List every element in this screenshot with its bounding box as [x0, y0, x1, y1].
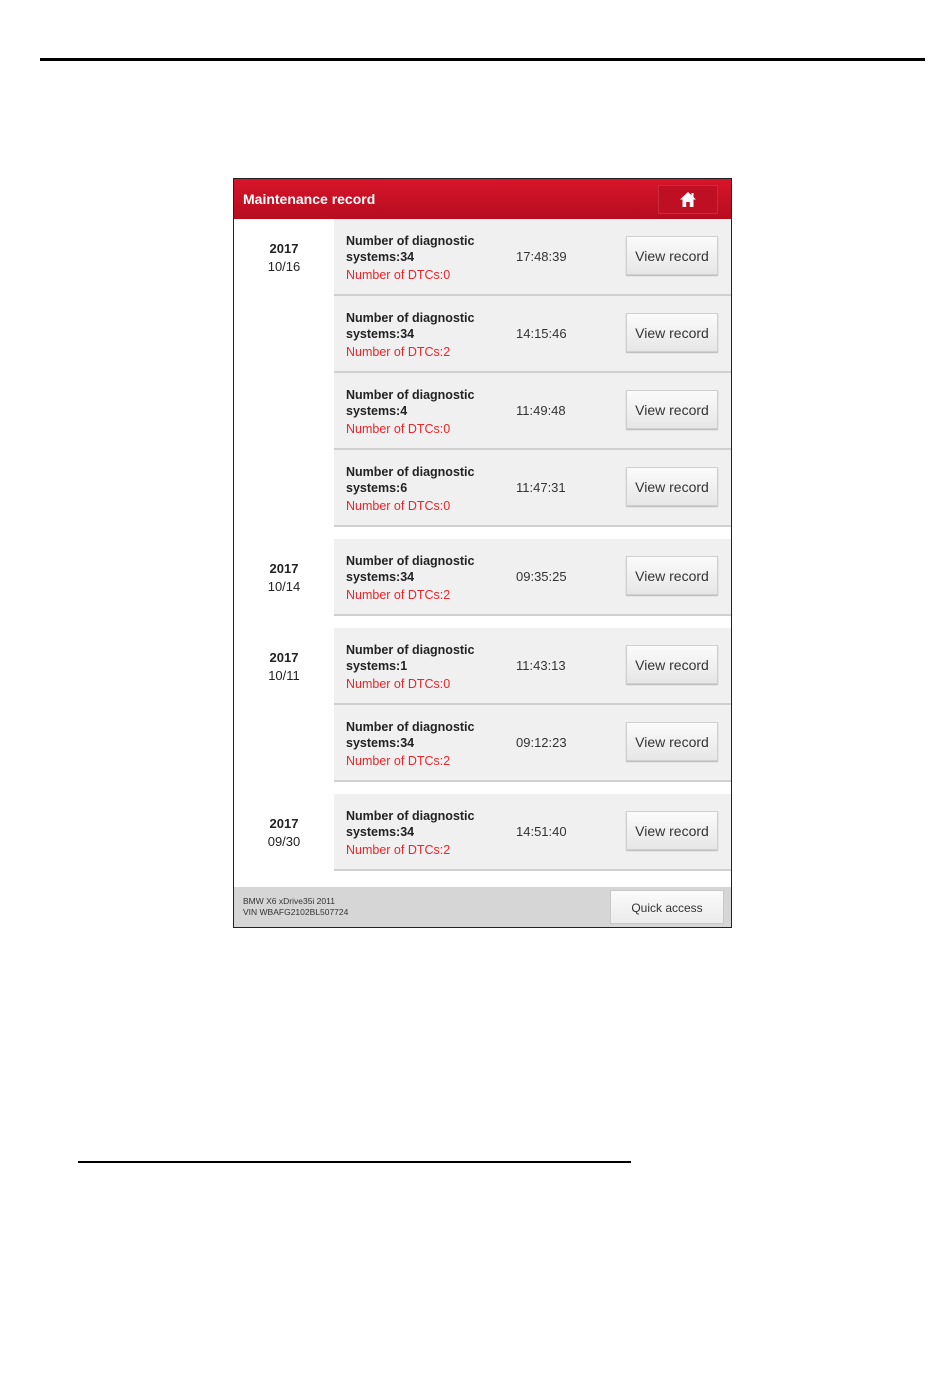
view-record-button[interactable]: View record	[626, 811, 718, 850]
systems-count: Number of diagnostic systems:1	[346, 643, 475, 673]
systems-count: Number of diagnostic systems:34	[346, 720, 475, 750]
dtc-count: Number of DTCs:0	[346, 268, 451, 282]
date-year: 2017	[269, 650, 299, 665]
date-month-day: 10/11	[268, 668, 300, 683]
record-row	[334, 219, 731, 296]
view-record-button[interactable]: View record	[626, 645, 718, 684]
record-time: 11:43:13	[516, 658, 566, 673]
date-label	[234, 815, 334, 851]
view-record-button[interactable]: View record	[626, 722, 718, 761]
dtc-count: Number of DTCs:2	[346, 843, 451, 857]
record-row	[334, 628, 731, 705]
dtc-count: Number of DTCs:2	[346, 345, 451, 359]
record-time: 11:47:31	[516, 480, 566, 495]
date-month-day: 10/16	[267, 259, 301, 274]
view-record-button[interactable]: View record	[626, 467, 718, 506]
record-time: 14:51:40	[516, 824, 567, 839]
app-window	[233, 178, 732, 928]
dtc-count: Number of DTCs:0	[346, 499, 451, 513]
view-record-button[interactable]: View record	[626, 313, 718, 352]
vehicle-vin: VIN WBAFG2102BL507724	[243, 907, 349, 917]
title-bar	[234, 179, 731, 219]
page-bottom-rule	[78, 1161, 631, 1163]
systems-count: Number of diagnostic systems:6	[346, 465, 475, 495]
date-month-day: 09/30	[267, 834, 301, 849]
systems-count: Number of diagnostic systems:34	[346, 554, 475, 584]
view-record-button[interactable]: View record	[626, 390, 718, 429]
home-button[interactable]	[658, 185, 718, 214]
record-time: 17:48:39	[516, 249, 567, 264]
date-year: 2017	[269, 816, 299, 831]
systems-count: Number of diagnostic systems:34	[346, 311, 475, 341]
record-row	[334, 450, 731, 527]
page-top-rule	[40, 58, 925, 61]
record-time: 09:35:25	[516, 569, 567, 584]
systems-count: Number of diagnostic systems:34	[346, 809, 475, 839]
date-year: 2017	[269, 241, 299, 256]
record-row	[334, 794, 731, 871]
record-list[interactable]	[234, 219, 731, 887]
record-row	[334, 373, 731, 450]
page-title: Maintenance record	[243, 191, 376, 207]
view-record-button[interactable]: View record	[626, 236, 718, 275]
date-label	[234, 240, 334, 276]
dtc-count: Number of DTCs:0	[346, 422, 451, 436]
record-time: 11:49:48	[516, 403, 566, 418]
dtc-count: Number of DTCs:2	[346, 588, 451, 602]
date-label	[234, 560, 334, 596]
record-row	[334, 539, 731, 616]
record-time: 09:12:23	[516, 735, 567, 750]
quick-access-button[interactable]: Quick access	[610, 890, 724, 924]
record-row	[334, 296, 731, 373]
view-record-button[interactable]: View record	[626, 556, 718, 595]
dtc-count: Number of DTCs:0	[346, 677, 451, 691]
systems-count: Number of diagnostic systems:34	[346, 234, 475, 264]
vehicle-model: BMW X6 xDrive35i 2011	[243, 896, 335, 906]
home-icon	[679, 191, 697, 208]
systems-count: Number of diagnostic systems:4	[346, 388, 475, 418]
date-label	[234, 649, 334, 685]
status-footer	[234, 887, 731, 927]
record-time: 14:15:46	[516, 326, 567, 341]
dtc-count: Number of DTCs:2	[346, 754, 451, 768]
date-month-day: 10/14	[267, 579, 301, 594]
date-year: 2017	[269, 561, 299, 576]
record-row	[334, 705, 731, 782]
